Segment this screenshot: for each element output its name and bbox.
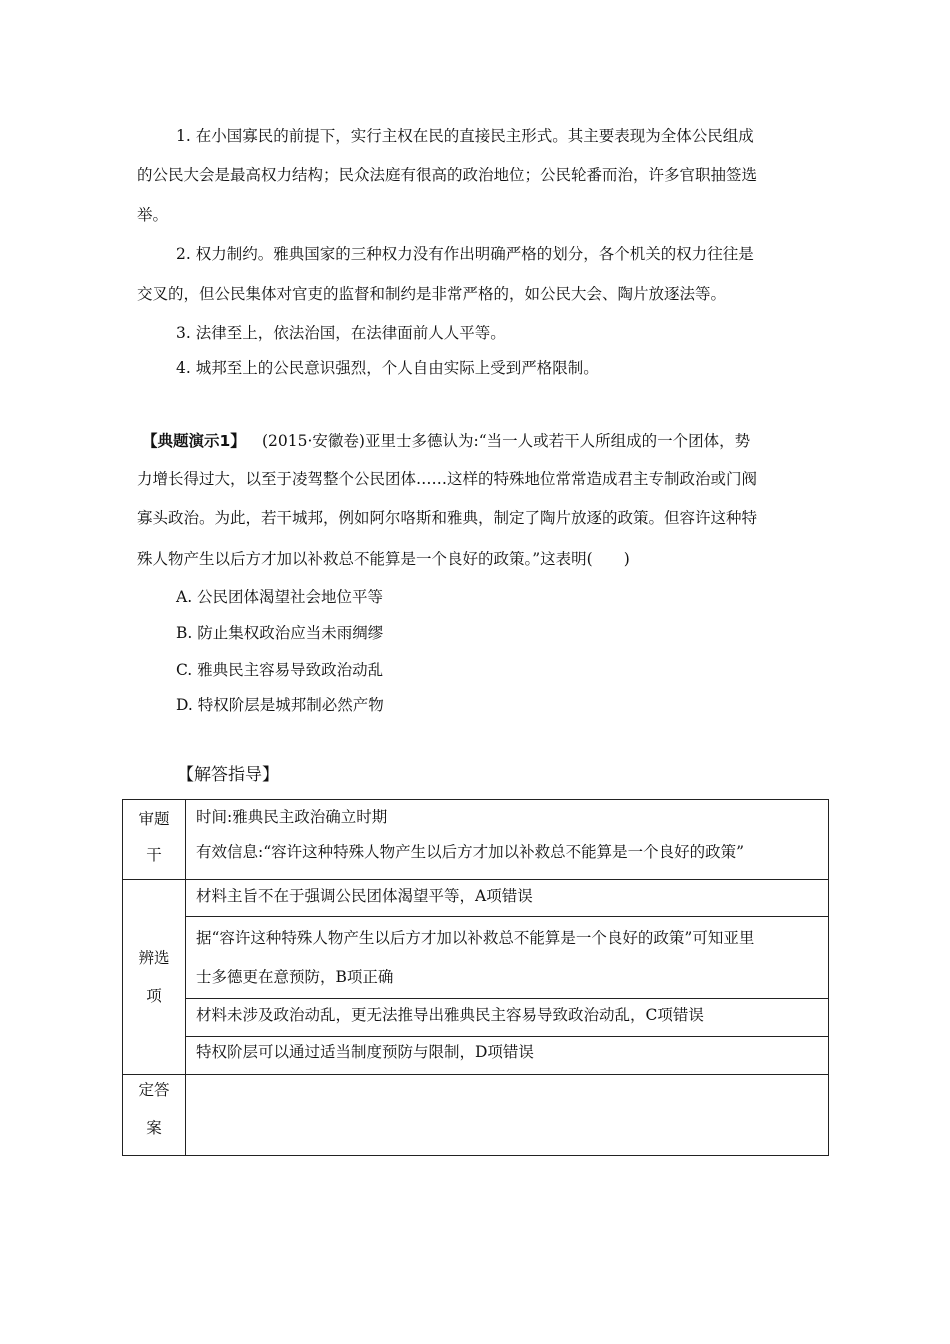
example-line-1: (2015·安徽卷)亚里士多德认为:“当一人或若干人所组成的一个团体，势: [262, 432, 751, 450]
table-row-opt-d: [123, 1037, 829, 1075]
stem-label-1: 审题: [138, 810, 170, 828]
stem-label-cell: [123, 800, 186, 880]
point-3-line-1: 3. 法律至上，依法治国，在法律面前人人平等。: [176, 324, 506, 342]
point-2-line-1: 2. 权力制约。雅典国家的三种权力没有作出明确严格的划分，各个机关的权力往往是: [176, 245, 754, 263]
opt-d-cell: [186, 1037, 829, 1075]
opt-d-text: 特权阶层可以通过适当制度预防与限制，D项错误: [196, 1043, 534, 1061]
option-c: C. 雅典民主容易导致政治动乱: [176, 661, 384, 679]
stem-content-cell: [186, 800, 829, 880]
option-d: D. 特权阶层是城邦制必然产物: [176, 696, 384, 714]
point-4-line-1: 4. 城邦至上的公民意识强烈，个人自由实际上受到严格限制。: [176, 359, 599, 377]
option-a: A. 公民团体渴望社会地位平等: [176, 588, 384, 606]
point-1-line-3: 举。: [137, 206, 169, 224]
table-row-answer: [123, 1075, 829, 1156]
point-1-line-2: 的公民大会是最高权力结构；民众法庭有很高的政治地位；公民轮番而治，许多官职抽签选: [137, 166, 758, 184]
example-label: 【典题演示1】: [142, 432, 246, 450]
table-row-stem: [123, 800, 829, 880]
options-label-2: 项: [146, 987, 162, 1005]
answer-label-2: 案: [146, 1119, 162, 1137]
stem-line-1: 时间:雅典民主政治确立时期: [196, 808, 388, 826]
stem-line-2: 有效信息:“容许这种特殊人物产生以后方才加以补救总不能算是一个良好的政策”: [196, 843, 745, 861]
opt-b-cell: [186, 917, 829, 999]
table-row-opt-b: [123, 917, 829, 999]
opt-c-cell: [186, 999, 829, 1037]
stem-label-2: 干: [146, 846, 162, 864]
guide-title: 【解答指导】: [177, 765, 279, 785]
opt-b-line-2: 士多德更在意预防，B项正确: [196, 968, 394, 986]
point-2-line-2: 交叉的，但公民集体对官吏的监督和制约是非常严格的，如公民大会、陶片放逐法等。: [137, 285, 727, 303]
answer-guide-table: [122, 799, 829, 1156]
answer-label-cell: [123, 1075, 186, 1156]
table-row-opt-a: [123, 880, 829, 917]
opt-b-line-1: 据“容许这种特殊人物产生以后方才加以补救总不能算是一个良好的政策”可知亚里: [196, 929, 755, 947]
answer-label-1: 定答: [138, 1081, 170, 1099]
point-1-line-1: 1. 在小国寡民的前提下，实行主权在民的直接民主形式。其主要表现为全体公民组成: [176, 127, 754, 145]
options-label-1: 辨选: [138, 949, 170, 967]
example-line-2: 力增长得过大，以至于凌驾整个公民团体……这样的特殊地位常常造成君主专制政治或门阀: [137, 470, 758, 488]
example-line-3: 寡头政治。为此，若干城邦，例如阿尔咯斯和雅典，制定了陶片放逐的政策。但容许这种特: [137, 509, 758, 527]
answer-content-cell: [186, 1075, 829, 1156]
table-row-opt-c: [123, 999, 829, 1037]
options-label-cell: [123, 880, 186, 1075]
example-line-4: 殊人物产生以后方才加以补救总不能算是一个良好的政策。”这表明( ): [137, 550, 630, 568]
option-b: B. 防止集权政治应当未雨绸缪: [176, 624, 384, 642]
opt-c-text: 材料未涉及政治动乱，更无法推导出雅典民主容易导致政治动乱，C项错误: [196, 1006, 704, 1024]
opt-a-text: 材料主旨不在于强调公民团体渴望平等，A项错误: [196, 887, 533, 905]
opt-a-cell: [186, 880, 829, 917]
